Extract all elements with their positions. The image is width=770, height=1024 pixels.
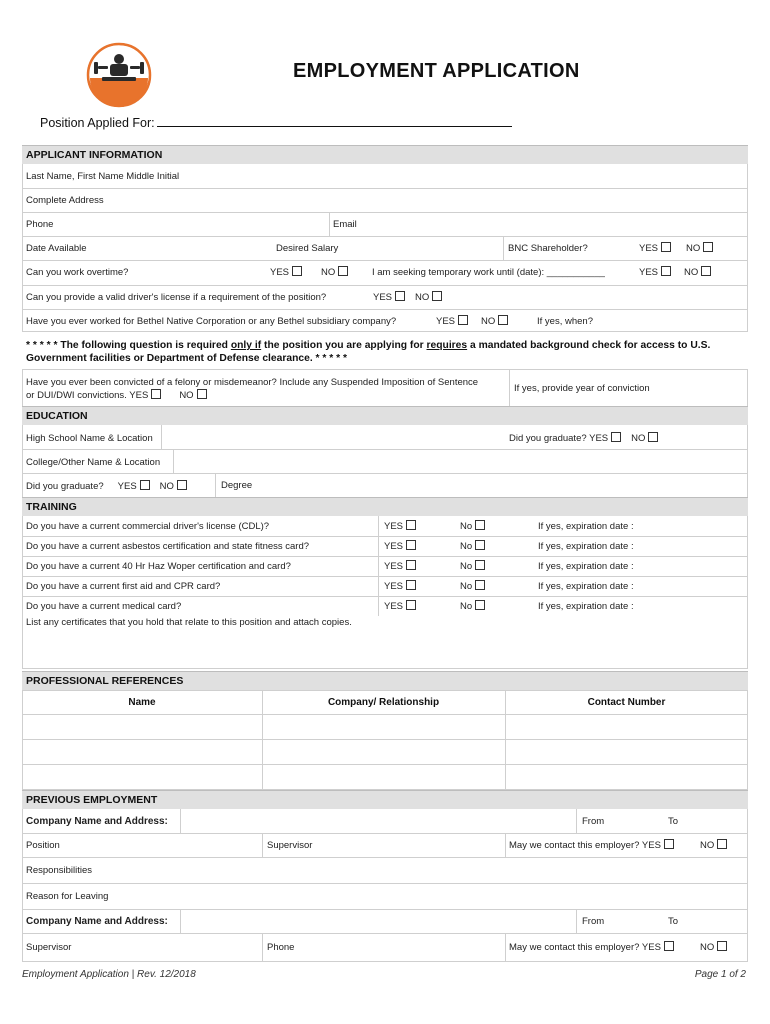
ref-col-name: Name: [128, 697, 156, 708]
expiration-date-label: If yes, expiration date :: [538, 581, 634, 592]
row-divider: [22, 473, 748, 474]
section-references-heading: PROFESSIONAL REFERENCES: [22, 671, 748, 690]
cell-divider: [509, 369, 510, 406]
supervisor-label-2: Supervisor: [26, 942, 72, 953]
no-label: No: [460, 581, 473, 592]
bnc-no-option[interactable]: [686, 242, 713, 254]
position-label-1: Position: [26, 840, 60, 851]
training-no-option[interactable]: [460, 560, 485, 572]
yes-label: YES: [589, 433, 609, 444]
to-label-2: To: [668, 916, 679, 927]
training-question: Do you have a current commercial driver's license (CDL)?: [26, 521, 270, 532]
notice-text-start: * * * * * The following question is required: [26, 340, 231, 351]
row-divider: [22, 285, 748, 286]
row-divider: [22, 909, 748, 910]
no-label: NO: [481, 316, 496, 327]
no-label: No: [460, 521, 473, 532]
college-label: College/Other Name & Location: [26, 457, 161, 468]
background-check-notice: [26, 339, 736, 365]
worked-bethel-label: Have you ever worked for Bethel Native Corporation or any Bethel subsidiary company?: [26, 316, 397, 327]
no-label: NO: [686, 243, 701, 254]
row-divider: [22, 668, 748, 669]
felony-question-line1: Have you ever been convicted of a felony or misdemeanor? Include any Suspended Imposition of Sentence: [26, 377, 479, 388]
training-question: Do you have a current asbestos certification and state fitness card?: [26, 541, 310, 552]
felony-yes-checkbox[interactable]: [151, 389, 161, 399]
no-label: NO: [700, 840, 715, 851]
felony-line2-text: or DUI/DWI convictions.: [26, 390, 127, 401]
yes-label: YES: [641, 942, 661, 953]
address-field-label: Complete Address: [26, 195, 104, 206]
training-no-checkbox[interactable]: [475, 520, 485, 530]
supervisor-label-1: Supervisor: [267, 840, 313, 851]
yes-label: YES: [384, 541, 404, 552]
cell-divider: [378, 596, 379, 616]
footer-revision: Employment Application | Rev. 12/2018: [22, 969, 196, 980]
temporary-work-label: I am seeking temporary work until (date): ___________: [372, 267, 605, 278]
cell-divider: [262, 933, 263, 961]
bethel-yes-checkbox[interactable]: [458, 315, 468, 325]
no-label: NO: [179, 390, 194, 401]
row-divider: [22, 260, 748, 261]
temporary-no-option[interactable]: [684, 266, 711, 278]
row-divider: [22, 536, 748, 537]
date-available-label: Date Available: [26, 243, 87, 254]
contact1-no-option[interactable]: [700, 839, 727, 851]
from-label-2: From: [582, 916, 605, 927]
cell-divider: [378, 536, 379, 556]
overtime-no-option[interactable]: [321, 266, 348, 278]
contact2-yes-option[interactable]: [642, 942, 674, 953]
yes-label: YES: [384, 521, 404, 532]
cell-divider: [173, 449, 174, 473]
phone-field-label: Phone: [26, 219, 54, 230]
training-yes-option[interactable]: [384, 520, 416, 532]
hs-yes-checkbox[interactable]: [611, 432, 621, 442]
training-no-checkbox[interactable]: [475, 560, 485, 570]
row-divider: [22, 764, 748, 765]
row-divider: [22, 188, 748, 189]
footer-page-number: Page 1 of 2: [694, 969, 746, 980]
bethel-yes-option[interactable]: [436, 315, 468, 327]
cell-divider: [262, 833, 263, 857]
cell-divider: [329, 212, 330, 236]
college-graduate-text: Did you graduate?: [26, 481, 104, 492]
yes-label: YES: [639, 243, 659, 254]
left-border: [22, 425, 23, 497]
notice-only-if: only if: [230, 340, 262, 351]
hs-graduate-text: Did you graduate?: [509, 433, 587, 444]
no-label: No: [460, 561, 473, 572]
training-yes-option[interactable]: [384, 540, 416, 552]
cell-divider: [378, 516, 379, 536]
company-logo: [86, 42, 152, 108]
cell-divider: [576, 809, 577, 833]
left-border: [22, 164, 23, 331]
may-contact-label: May we contact this employer?: [509, 942, 640, 953]
training-no-checkbox[interactable]: [475, 580, 485, 590]
left-border: [22, 516, 23, 668]
contact2-no-option[interactable]: [700, 941, 727, 953]
position-applied-label: Position Applied For:: [40, 116, 155, 130]
training-no-option[interactable]: [460, 580, 485, 592]
training-question: Do you have a current medical card?: [26, 601, 182, 612]
notice-text-end: a mandated background check for access to U.S. Government facilities or Department of Defense clearance. * * * * *: [26, 340, 711, 364]
row-divider: [22, 236, 748, 237]
cell-divider: [378, 576, 379, 596]
to-label-1: To: [668, 816, 679, 827]
overtime-yes-checkbox[interactable]: [292, 266, 302, 276]
yes-label: YES: [384, 581, 404, 592]
row-divider: [22, 933, 748, 934]
felony-no-option[interactable]: [179, 390, 206, 401]
expiration-date-label: If yes, expiration date :: [538, 541, 634, 552]
training-yes-option[interactable]: [384, 580, 416, 592]
section-applicant-heading: APPLICANT INFORMATION: [22, 145, 748, 164]
cell-divider: [180, 909, 181, 933]
row-divider: [22, 369, 748, 370]
college-no-checkbox[interactable]: [177, 480, 187, 490]
training-question: Do you have a current first aid and CPR card?: [26, 581, 221, 592]
ref-col-contact: Contact Number: [587, 697, 666, 708]
license-no-option[interactable]: [415, 291, 442, 303]
contact2-no-checkbox[interactable]: [717, 941, 727, 951]
row-divider: [22, 556, 748, 557]
degree-label: Degree: [221, 480, 253, 491]
temporary-yes-option[interactable]: [639, 266, 671, 278]
right-border: [747, 164, 748, 331]
cell-divider: [161, 425, 162, 449]
training-no-option[interactable]: [460, 540, 485, 552]
right-border: [747, 425, 748, 497]
company-name-label-1: Company Name and Address:: [26, 816, 168, 827]
bnc-yes-option[interactable]: [639, 242, 671, 254]
college-yes-checkbox[interactable]: [140, 480, 150, 490]
training-question: Do you have a current 40 Hr Haz Woper certification and card?: [26, 561, 291, 572]
reason-leaving-label: Reason for Leaving: [26, 891, 109, 902]
row-divider: [22, 576, 748, 577]
row-divider: [22, 833, 748, 834]
cell-divider: [180, 809, 181, 833]
expiration-date-label: If yes, expiration date :: [538, 601, 634, 612]
cell-divider: [505, 833, 506, 857]
yes-label: YES: [436, 316, 456, 327]
expiration-date-label: If yes, expiration date :: [538, 521, 634, 532]
row-divider: [22, 212, 748, 213]
responsibilities-label: Responsibilities: [26, 865, 93, 876]
yes-label: YES: [384, 601, 404, 612]
yes-label: YES: [270, 267, 290, 278]
may-contact-1: [509, 839, 674, 851]
row-divider: [22, 331, 748, 332]
left-border: [22, 809, 23, 961]
certificates-label: List any certificates that you hold that relate to this position and attach copies.: [26, 617, 352, 628]
no-label: No: [460, 541, 473, 552]
phone-label-2: Phone: [267, 942, 295, 953]
license-yes-option[interactable]: [373, 291, 405, 303]
yes-label: YES: [639, 267, 659, 278]
contact1-yes-checkbox[interactable]: [664, 839, 674, 849]
right-border: [747, 516, 748, 668]
yes-label: YES: [117, 481, 137, 492]
notice-requires: requires: [426, 340, 468, 351]
overtime-no-checkbox[interactable]: [338, 266, 348, 276]
row-divider: [22, 449, 748, 450]
from-label-1: From: [582, 816, 605, 827]
notice-text-mid: the position you are applying for: [261, 340, 427, 351]
training-no-checkbox[interactable]: [475, 540, 485, 550]
row-divider: [22, 714, 748, 715]
bnc-shareholder-label: BNC Shareholder?: [508, 243, 588, 254]
license-no-checkbox[interactable]: [432, 291, 442, 301]
felony-yes-option[interactable]: [129, 390, 161, 401]
conviction-year-label: If yes, provide year of conviction: [514, 383, 650, 394]
row-divider: [22, 739, 748, 740]
section-education-heading: EDUCATION: [22, 406, 748, 425]
bethel-no-option[interactable]: [481, 315, 508, 327]
may-contact-2: [509, 941, 674, 953]
email-field-label: Email: [333, 219, 357, 230]
row-divider: [22, 309, 748, 310]
training-yes-checkbox[interactable]: [406, 520, 416, 530]
no-label: NO: [631, 433, 646, 444]
yes-label: YES: [384, 561, 404, 572]
ref-col-company: Company/ Relationship: [327, 697, 440, 708]
may-contact-label: May we contact this employer?: [509, 840, 640, 851]
company-name-label-2: Company Name and Address:: [26, 916, 168, 927]
temporary-yes-checkbox[interactable]: [661, 266, 671, 276]
section-training-heading: TRAINING: [22, 497, 748, 516]
no-label: NO: [159, 481, 174, 492]
row-divider: [22, 596, 748, 597]
right-border: [747, 809, 748, 961]
training-yes-option[interactable]: [384, 600, 416, 612]
no-label: NO: [700, 942, 715, 953]
cell-divider: [576, 909, 577, 933]
yes-label: YES: [129, 390, 149, 401]
name-field-label: Last Name, First Name Middle Initial: [26, 171, 180, 182]
training-yes-checkbox[interactable]: [406, 600, 416, 610]
right-border: [747, 369, 748, 406]
yes-label: YES: [641, 840, 661, 851]
college-yes-option[interactable]: [118, 481, 150, 492]
felony-question-line2: [26, 389, 207, 401]
row-divider: [22, 883, 748, 884]
bethel-no-checkbox[interactable]: [498, 315, 508, 325]
no-label: NO: [684, 267, 699, 278]
license-yes-checkbox[interactable]: [395, 291, 405, 301]
bnc-yes-checkbox[interactable]: [661, 242, 671, 252]
row-divider: [22, 857, 748, 858]
position-applied-field[interactable]: [40, 116, 512, 130]
hs-no-option[interactable]: [631, 433, 658, 444]
training-no-checkbox[interactable]: [475, 600, 485, 610]
no-label: NO: [415, 292, 430, 303]
contact1-no-checkbox[interactable]: [717, 839, 727, 849]
training-yes-checkbox[interactable]: [406, 560, 416, 570]
training-yes-option[interactable]: [384, 560, 416, 572]
overtime-yes-option[interactable]: [270, 266, 302, 278]
expiration-date-label: If yes, expiration date :: [538, 561, 634, 572]
no-label: NO: [321, 267, 336, 278]
training-yes-checkbox[interactable]: [406, 540, 416, 550]
desired-salary-label: Desired Salary: [276, 243, 339, 254]
row-divider: [22, 961, 748, 962]
section-employment-heading: PREVIOUS EMPLOYMENT: [22, 790, 748, 809]
contact2-yes-checkbox[interactable]: [664, 941, 674, 951]
temporary-no-checkbox[interactable]: [701, 266, 711, 276]
hs-no-checkbox[interactable]: [648, 432, 658, 442]
left-border: [22, 369, 23, 406]
training-no-option[interactable]: [460, 600, 485, 612]
page-title: EMPLOYMENT APPLICATION: [293, 60, 580, 82]
license-question-label: Can you provide a valid driver's license if a requirement of the position?: [26, 292, 327, 303]
yes-label: YES: [373, 292, 393, 303]
if-yes-when-label: If yes, when?: [537, 316, 593, 327]
no-label: No: [460, 601, 473, 612]
college-no-option[interactable]: [160, 481, 187, 492]
high-school-label: High School Name & Location: [26, 433, 153, 444]
bnc-no-checkbox[interactable]: [703, 242, 713, 252]
training-no-option[interactable]: [460, 520, 485, 532]
hs-yes-option[interactable]: [589, 433, 621, 444]
hs-graduate-label: [509, 432, 658, 444]
position-applied-line[interactable]: [157, 116, 512, 127]
cell-divider: [503, 236, 504, 260]
training-yes-checkbox[interactable]: [406, 580, 416, 590]
cell-divider: [505, 933, 506, 961]
contact1-yes-option[interactable]: [642, 840, 674, 851]
cell-divider: [215, 473, 216, 497]
cell-divider: [378, 556, 379, 576]
college-graduate-label: [26, 480, 187, 492]
felony-no-checkbox[interactable]: [197, 389, 207, 399]
overtime-label: Can you work overtime?: [26, 267, 129, 278]
